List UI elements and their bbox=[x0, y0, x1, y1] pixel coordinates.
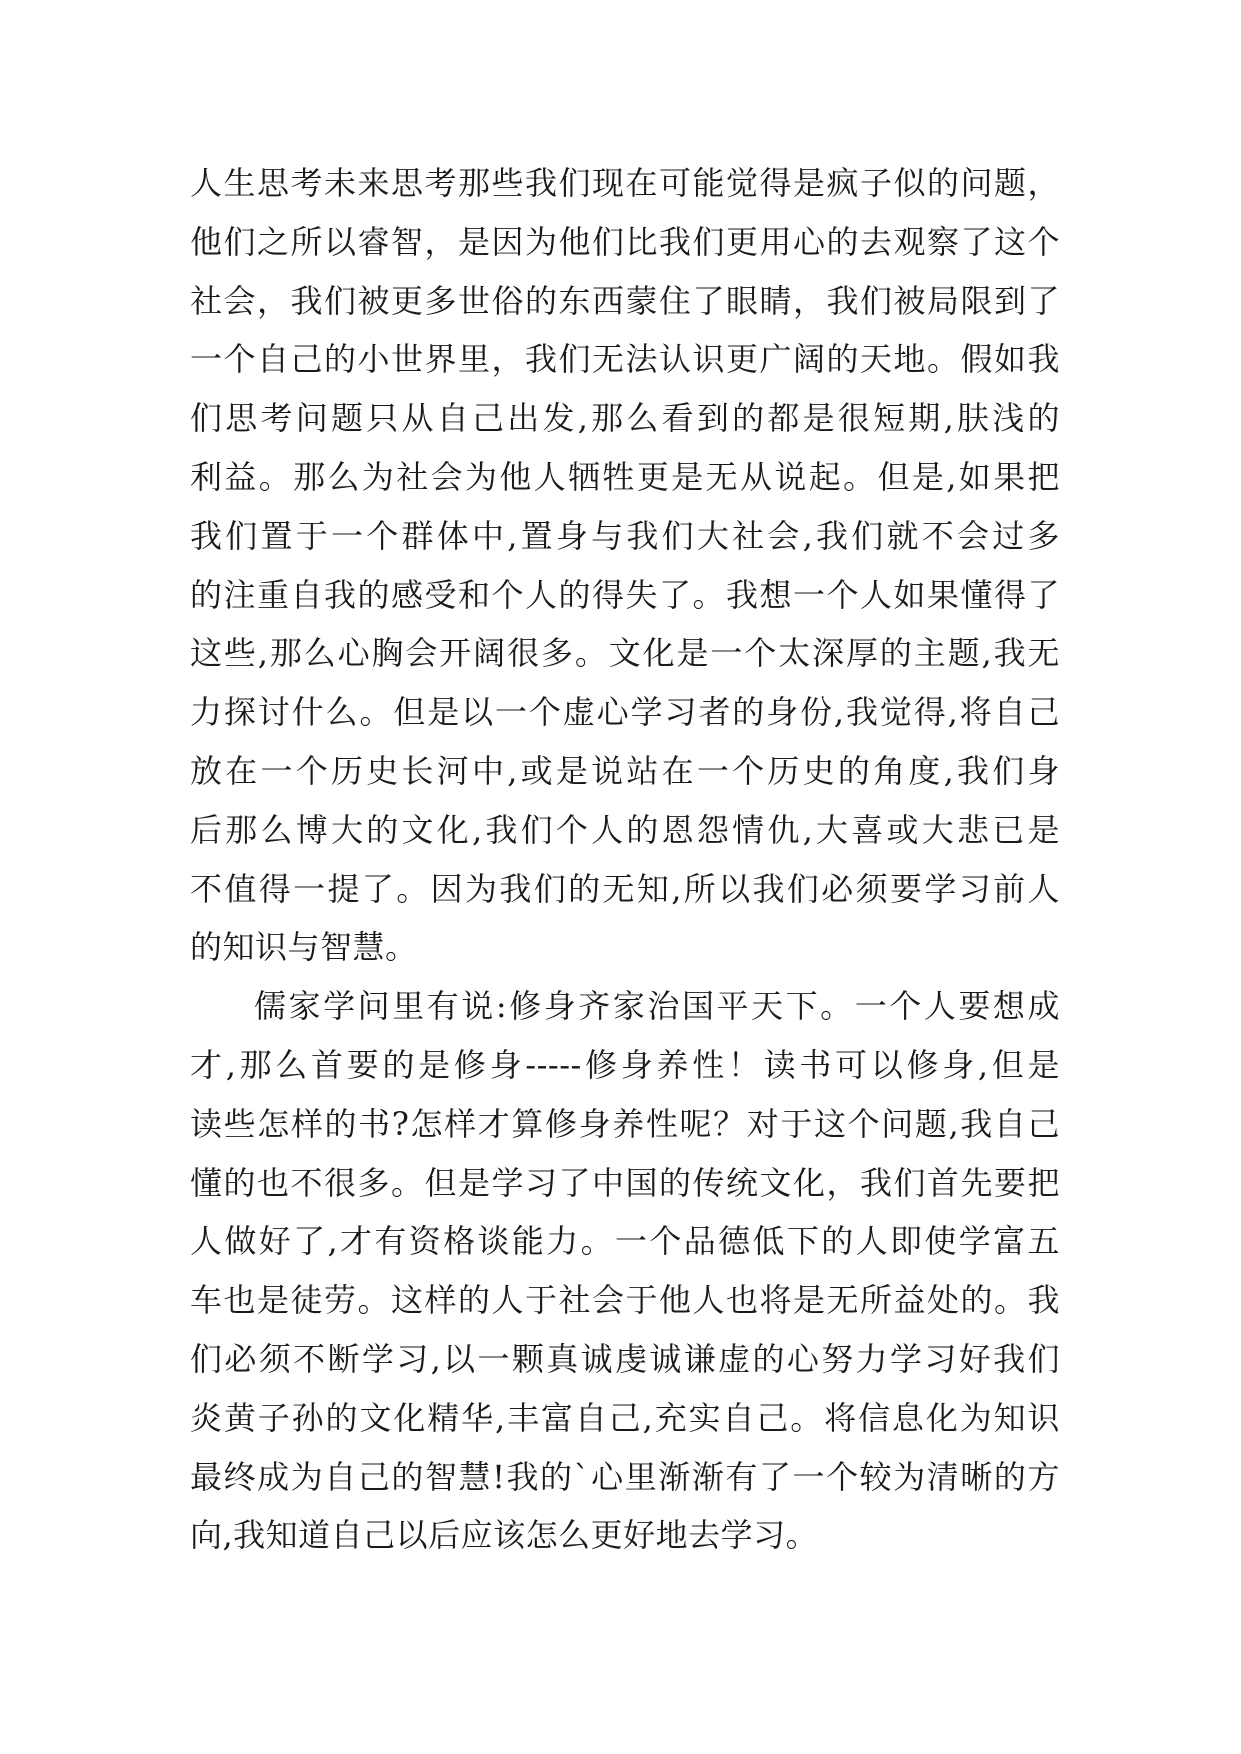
text-line: 一个自己的小世界里，我们无法认识更广阔的天地。假如我 bbox=[190, 340, 1060, 379]
text-line: 放在一个历史长河中,或是说站在一个历史的角度,我们身 bbox=[190, 751, 1060, 790]
text-line: 读些怎样的书?怎样才算修身养性呢？对于这个问题,我自己 bbox=[190, 1104, 1060, 1143]
text-line: 利益。那么为社会为他人牺牲更是无从说起。但是,如果把 bbox=[190, 457, 1060, 496]
text-line: 他们之所以睿智，是因为他们比我们更用心的去观察了这个 bbox=[190, 222, 1060, 261]
text-line: 儒家学问里有说:修身齐家治国平天下。一个人要想成 bbox=[254, 987, 1060, 1026]
text-line: 向,我知道自己以后应该怎么更好地去学习。 bbox=[190, 1516, 819, 1555]
text-line: 我们置于一个群体中,置身与我们大社会,我们就不会过多 bbox=[190, 516, 1060, 555]
text-line: 炎黄子孙的文化精华,丰富自己,充实自己。将信息化为知识 bbox=[190, 1398, 1060, 1437]
text-line: 最终成为自己的智慧!我的`心里渐渐有了一个较为清晰的方 bbox=[190, 1457, 1060, 1496]
text-line: 懂的也不很多。但是学习了中国的传统文化，我们首先要把 bbox=[190, 1163, 1060, 1202]
paragraph-2 bbox=[190, 977, 1060, 1565]
paragraph-1 bbox=[190, 154, 1060, 977]
text-line: 才,那么首要的是修身-----修身养性！读书可以修身,但是 bbox=[190, 1045, 1060, 1084]
text-line: 人生思考未来思考那些我们现在可能觉得是疯子似的问题， bbox=[190, 164, 1060, 202]
text-line: 社会，我们被更多世俗的东西蒙住了眼睛，我们被局限到了 bbox=[190, 281, 1060, 320]
text-line: 人做好了,才有资格谈能力。一个品德低下的人即使学富五 bbox=[190, 1222, 1060, 1261]
text-line: 这些,那么心胸会开阔很多。文化是一个太深厚的主题,我无 bbox=[190, 634, 1060, 673]
text-line: 力探讨什么。但是以一个虚心学习者的身份,我觉得,将自己 bbox=[190, 693, 1060, 732]
text-line: 车也是徒劳。这样的人于社会于他人也将是无所益处的。我 bbox=[190, 1281, 1060, 1320]
body-text bbox=[190, 154, 1060, 1565]
text-line: 后那么博大的文化,我们个人的恩怨情仇,大喜或大悲已是 bbox=[190, 810, 1060, 849]
text-line: 的知识与智慧。 bbox=[190, 928, 418, 967]
text-line: 不值得一提了。因为我们的无知,所以我们必须要学习前人 bbox=[190, 869, 1060, 908]
text-line: 们思考问题只从自己出发,那么看到的都是很短期,肤浅的 bbox=[190, 399, 1060, 438]
text-line: 的注重自我的感受和个人的得失了。我想一个人如果懂得了 bbox=[190, 575, 1060, 614]
text-line: 们必须不断学习,以一颗真诚虔诚谦虚的心努力学习好我们 bbox=[190, 1339, 1060, 1378]
